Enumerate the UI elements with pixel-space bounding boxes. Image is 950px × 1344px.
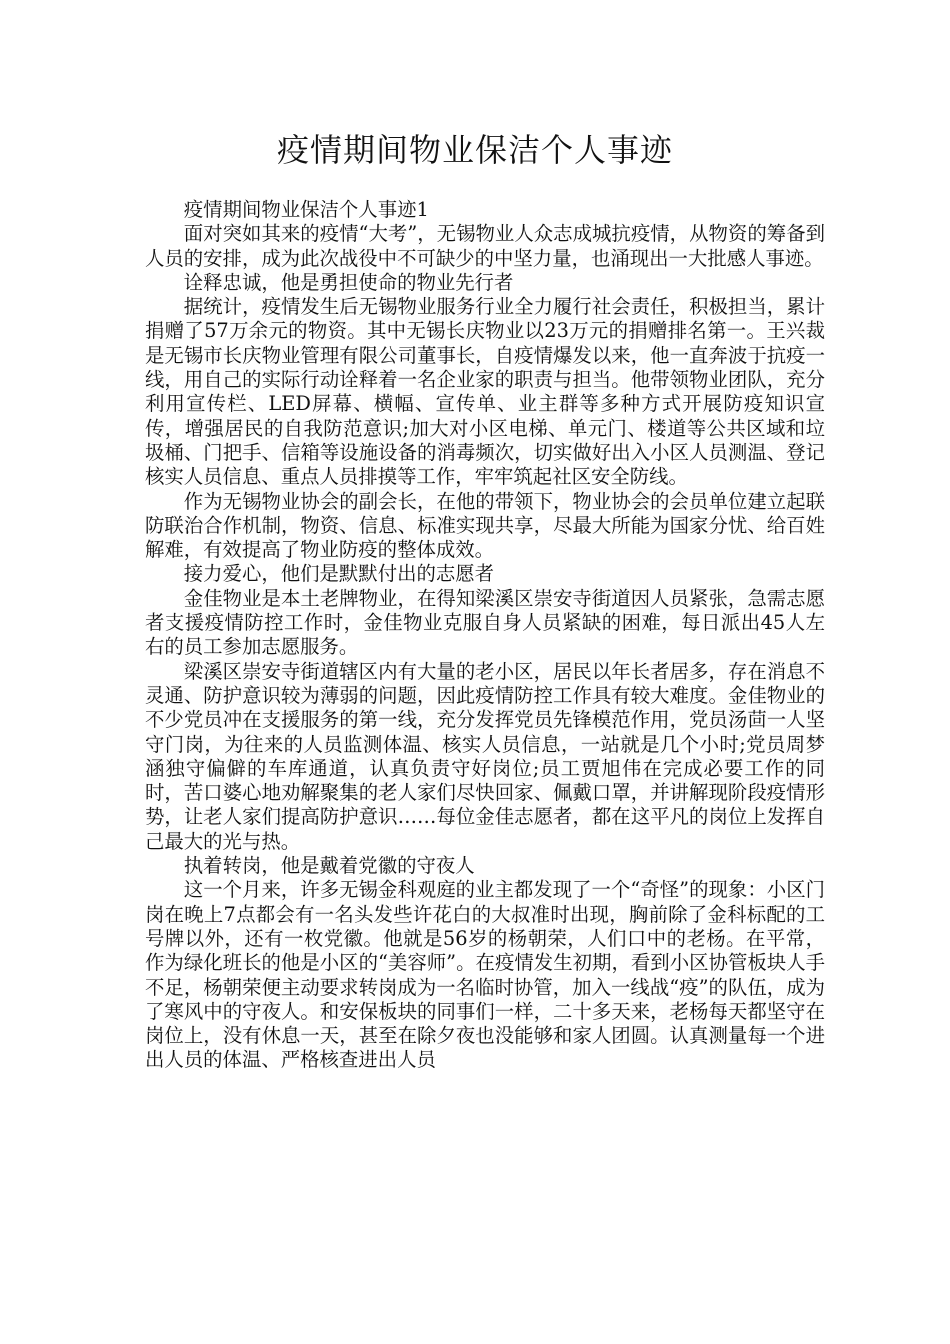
paragraph: 面对突如其来的疫情“大考”，无锡物业人众志成城抗疫情，从物资的筹备到人员的安排，成为此次战役中不可缺少的中坚力量，也涌现出一大批感人事迹。 xyxy=(145,222,825,270)
section-heading: 执着转岗，他是戴着党徽的守夜人 xyxy=(183,854,475,878)
paragraph: 据统计，疫情发生后无锡物业服务行业全力履行社会责任，积极担当，累计捐赠了57万余元的物资。其中无锡长庆物业以23万元的捐赠排名第一。王兴裁是无锡市长庆物业管理有限公司董事长，自疫情爆发以来，他一直奔波于抗疫一线，用自己的实际行动诠释着一名企业家的职责与担当。他带领物业团队，充分利用宣传栏、LED屏幕、横幅、宣传单、业主群等多种方式开展防疫知识宣传，增强居民的自我防范意识;加大对小区电梯、单元门、楼道等公共区域和垃圾桶、门把手、信箱等设施设备的消毒频次，切实做好出入小区人员测温、登记核实人员信息、重点人员排摸等工作，牢牢筑起社区安全防线。 xyxy=(145,295,825,489)
paragraph: 金佳物业是本土老牌物业，在得知梁溪区崇安寺街道因人员紧张，急需志愿者支援疫情防控工作时，金佳物业克服自身人员紧缺的困难，每日派出45人左右的员工参加志愿服务。 xyxy=(145,586,825,659)
paragraph: 梁溪区崇安寺街道辖区内有大量的老小区，居民以年长者居多，存在消息不灵通、防护意识较为薄弱的问题，因此疫情防控工作具有较大难度。金佳物业的不少党员冲在支援服务的第一线，充分发挥党员先锋模范作用，党员汤茴一人坚守门岗，为往来的人员监测体温、核实人员信息，一站就是几个小时;党员周梦涵独守偏僻的车库通道，认真负责守好岗位;员工贾旭伟在完成必要工作的同时，苦口婆心地劝解聚集的老人家们尽快回家、佩戴口罩，并讲解现阶段疫情形势，让老人家们提高防护意识……每位金佳志愿者，都在这平凡的岗位上发挥自己最大的光与热。 xyxy=(145,659,825,853)
paragraph: 这一个月来，许多无锡金科观庭的业主都发现了一个“奇怪”的现象：小区门岗在晚上7点都会有一名头发些许花白的大叔准时出现，胸前除了金科标配的工号牌以外，还有一枚党徽。他就是56岁的杨朝荣，人们口中的老杨。在平常，作为绿化班长的他是小区的“美容师”。在疫情发生初期，看到小区协管板块人手不足，杨朝荣便主动要求转岗成为一名临时协管，加入一线战“疫”的队伍，成为了寒风中的守夜人。和安保板块的同事们一样，二十多天来，老杨每天都坚守在岗位上，没有休息一天，甚至在除夕夜也没能够和家人团圆。认真测量每一个进出人员的体温、严格核查进出人员 xyxy=(145,878,825,1072)
section-heading: 接力爱心，他们是默默付出的志愿者 xyxy=(183,562,495,586)
paragraph: 作为无锡物业协会的副会长，在他的带领下，物业协会的会员单位建立起联防联治合作机制，物资、信息、标准实现共享，尽最大所能为国家分忧、给百姓解难，有效提高了物业防疫的整体成效。 xyxy=(145,489,825,562)
document-body xyxy=(145,198,825,1073)
section-heading: 诠释忠诚，他是勇担使命的物业先行者 xyxy=(183,270,514,294)
paragraph-subtitle: 疫情期间物业保洁个人事迹1 xyxy=(183,198,429,221)
document-title: 疫情期间物业保洁个人事迹 xyxy=(276,131,673,169)
